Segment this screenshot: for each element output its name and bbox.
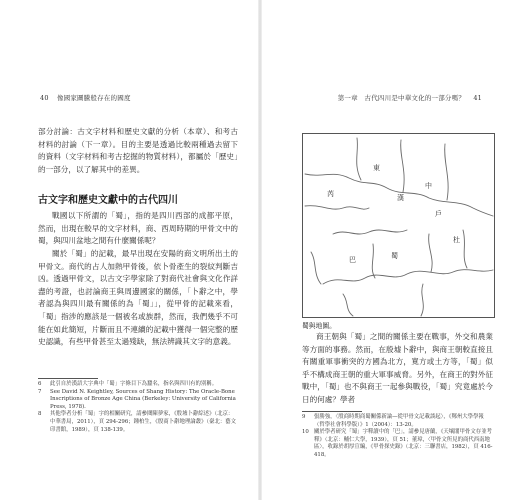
map-label-han: 漢 [397,194,404,202]
map-label-rui: 芮 [327,190,334,198]
left-running-header [40,93,131,102]
map-label-ba: 巴 [349,256,356,264]
river-tributary [401,140,404,192]
map-label-hu: 戶 [435,210,442,218]
footnote-text: 張勝強，〈殷商時期商蜀關係新論—從甲骨文記載談起〉，《鄭州大學學報（哲學社會科學版）》1（2004）：13-20。 [314,414,484,428]
footnote-number: 10 [302,429,309,436]
right-page-number: 41 [473,94,482,102]
river-tributary [333,230,407,234]
footnote-text: See David N. Keightley, Sources of Shang History: The Oracle-Bone Inscriptions of Bronze Age China (Berkeley: University of California Press, 1978). [50,388,236,410]
map-caption: 蜀與地圖。 [302,322,336,330]
right-footnote-rule [302,411,362,412]
river-tributary [429,234,432,272]
footnote-number: 8 [38,411,42,418]
right-running-header [338,93,482,102]
footnote-rule [38,378,98,379]
river-tributary [311,252,321,284]
left-footnotes [38,381,238,434]
footnote-item [38,411,238,434]
footnote-text: 關於學者研究「蜀」字釋讀中的「巴」，請參見唐蘭，《天壤閣甲骨文存並考釋》（北京：輔仁大學，1939），頁 51；董璋，〈甲骨文所見的商代西南地區〉，收錄於胡厚宣編，《甲骨探史錄》（北京：三聯書店，1982），頁 416-418。 [314,429,493,458]
body-paragraph-1: 戰國以下所謂的「蜀」，指的是四川西部的成都平原，然而，出現在較早的文字材料，商、西周時期的甲骨文中的蜀，與四川盆地之間有什麼關係呢？ [38,211,238,246]
river-tributary [372,244,375,278]
intro-paragraph: 部分討論：古文字材料和歷史文獻的分析（本章）、和考古材料的討論（下一章）。目的主要是透過比較兩種過去留下的資料（文字材料和考古挖掘的物質材料），都屬於「歷史」的一部分，以了解其中的差異。 [38,127,238,174]
river-tributary [463,230,467,268]
map-label-zhong: 中 [425,182,432,190]
footnote-text: 此引自於漢語大字典中「蜀」字條目下為蠶名，指名與四川有的別稱。 [50,381,218,387]
body-paragraph-2: 關於「蜀」的記載，最早出現在安陽的商文明所出土的甲骨文。商代的占人加熱甲骨後，依卜骨產生的裂紋判斷吉凶。透過甲骨文，以古文字學家除了對商代社會與文化作詳盡的考證，也討論商王與周邊國家的關係，「卜辭之中，學者認為與四川最有關係的為「蜀」」，從甲骨的記載來看，「蜀」指涉的應該是一個被名或族群，然而，我們幾乎不可能在如此簡短，片斷而且不連續的記載中獲得一個完整的歷史認識，有些甲骨甚至太過殘缺，無法辨識其文字的意義。 [38,249,238,347]
footnote-number: 9 [302,414,306,420]
map-drawing [303,134,494,317]
section-title: 古文字和歷史文獻中的古代四川 [38,195,178,206]
footnote-text: 其他學者分析「蜀」字的相關研究，請參閱陳夢家，《殷墟卜辭綜述》（北京：中華書局，2011），頁 294-296；鍾柏生，《殷商卜辭地理論叢》（臺北：藝文印書館，1989），頁 138-139。 [50,411,237,433]
right-body-paragraph: 商王朝與「蜀」之間的關係主要在戰事，外交和農業等方面的事務。然而，在殷墟卜辭中，與商王朝較直接且有關重軍事衝突的方國為北方，寬方或土方等，「蜀」似乎不構成商王朝的重大軍事威脅。另外，在商王的對外征戰中，「蜀」也不與商王一起參與戰役，「蜀」究竟處於今日的何處？學者 [302,332,493,404]
river-southern [323,270,493,284]
footnote-number: 6 [38,381,42,387]
river-tributary [343,294,353,316]
river-tributary [421,284,423,316]
footnote-number: 7 [38,388,42,395]
left-header-title: 像國家圖騰般存在的國度 [56,94,131,102]
map-label-dong: 東 [373,164,380,172]
map-label-du: 杜 [453,236,460,244]
map-label-shu: 蜀 [391,252,398,260]
right-footnotes [302,414,493,460]
left-page-number: 40 [40,94,49,102]
footnote-item [302,429,493,459]
footnote-item [302,414,493,429]
right-header-title: 第一章 古代四川是中華文化的一部分嗎？ [337,94,466,102]
river-tributary [357,138,361,180]
river-tributary [445,144,448,200]
footnote-item [38,381,238,389]
footnote-item [38,389,238,412]
map-figure [302,133,495,318]
river-tributary [305,206,369,209]
